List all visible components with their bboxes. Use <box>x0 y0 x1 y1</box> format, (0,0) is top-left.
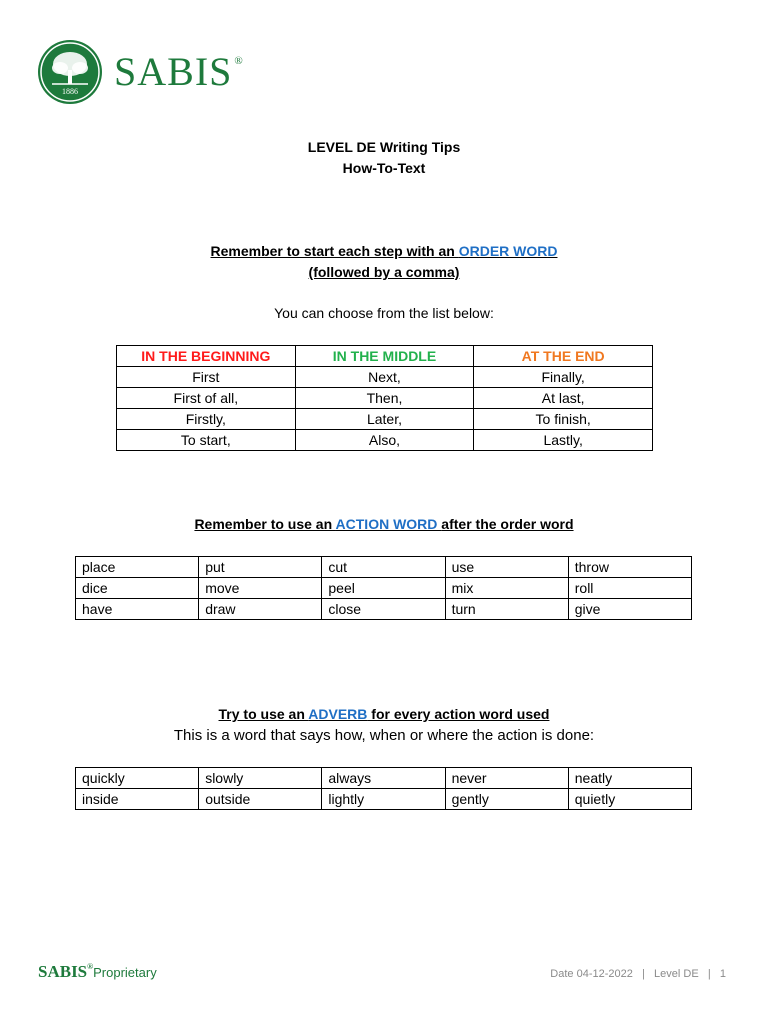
table-cell: quietly <box>568 789 691 810</box>
table-cell: use <box>445 557 568 578</box>
table-cell: Then, <box>295 388 474 409</box>
table-row <box>76 578 692 599</box>
table-row <box>76 789 692 810</box>
table-cell: To start, <box>117 430 296 451</box>
table-row <box>76 768 692 789</box>
table-cell: roll <box>568 578 691 599</box>
doc-subtitle: How-To-Text <box>342 160 426 176</box>
table-cell: have <box>76 599 199 620</box>
table-cell: neatly <box>568 768 691 789</box>
order-words-table <box>116 345 653 451</box>
table-row <box>76 557 692 578</box>
table-cell: peel <box>322 578 445 599</box>
table-cell: throw <box>568 557 691 578</box>
section1-intro: You can choose from the list below: <box>274 305 494 321</box>
brand-wordmark: SABIS ® <box>114 49 244 94</box>
table-cell: draw <box>199 599 322 620</box>
table-cell: put <box>199 557 322 578</box>
table-cell: gently <box>445 789 568 810</box>
column-header-beginning: IN THE BEGINNING <box>117 346 296 367</box>
table-cell: Finally, <box>474 367 653 388</box>
footer-info: Date 04-12-2022 | Level DE | 1 <box>550 968 726 980</box>
table-row <box>117 388 653 409</box>
section1-heading-line2: (followed by a comma) <box>308 264 460 280</box>
table-cell: To finish, <box>474 409 653 430</box>
table-cell: First of all, <box>117 388 296 409</box>
seal-founded: 1886 <box>62 87 78 96</box>
table-cell: dice <box>76 578 199 599</box>
table-cell: quickly <box>76 768 199 789</box>
section2-heading: Remember to use an ACTION WORD after the order word <box>194 516 574 532</box>
footer-logo: SABIS®Proprietary <box>38 962 157 981</box>
table-row <box>76 599 692 620</box>
table-cell: move <box>199 578 322 599</box>
adverbs-table <box>75 767 692 810</box>
section1-heading: Remember to start each step with an ORDER WORD <box>210 243 558 259</box>
table-cell: Later, <box>295 409 474 430</box>
table-cell: lightly <box>322 789 445 810</box>
table-cell: inside <box>76 789 199 810</box>
table-row <box>117 409 653 430</box>
table-cell: Lastly, <box>474 430 653 451</box>
section3-heading: Try to use an ADVERB for every action word used <box>218 706 550 722</box>
table-cell: Firstly, <box>117 409 296 430</box>
table-cell: mix <box>445 578 568 599</box>
section3-subtext: This is a word that says how, when or where the action is done: <box>173 727 595 744</box>
doc-title: LEVEL DE Writing Tips <box>307 139 461 155</box>
table-cell: never <box>445 768 568 789</box>
table-cell: always <box>322 768 445 789</box>
table-cell: Also, <box>295 430 474 451</box>
table-row <box>117 367 653 388</box>
table-cell: At last, <box>474 388 653 409</box>
table-cell: Next, <box>295 367 474 388</box>
table-cell: give <box>568 599 691 620</box>
table-cell: turn <box>445 599 568 620</box>
table-header-row <box>117 346 653 367</box>
table-cell: place <box>76 557 199 578</box>
column-header-middle: IN THE MIDDLE <box>295 346 474 367</box>
action-words-table <box>75 556 692 620</box>
header-logo <box>38 40 244 104</box>
tree-seal-icon <box>38 40 102 104</box>
table-cell: close <box>322 599 445 620</box>
table-row <box>117 430 653 451</box>
table-cell: First <box>117 367 296 388</box>
table-cell: cut <box>322 557 445 578</box>
column-header-end: AT THE END <box>474 346 653 367</box>
table-cell: outside <box>199 789 322 810</box>
table-cell: slowly <box>199 768 322 789</box>
